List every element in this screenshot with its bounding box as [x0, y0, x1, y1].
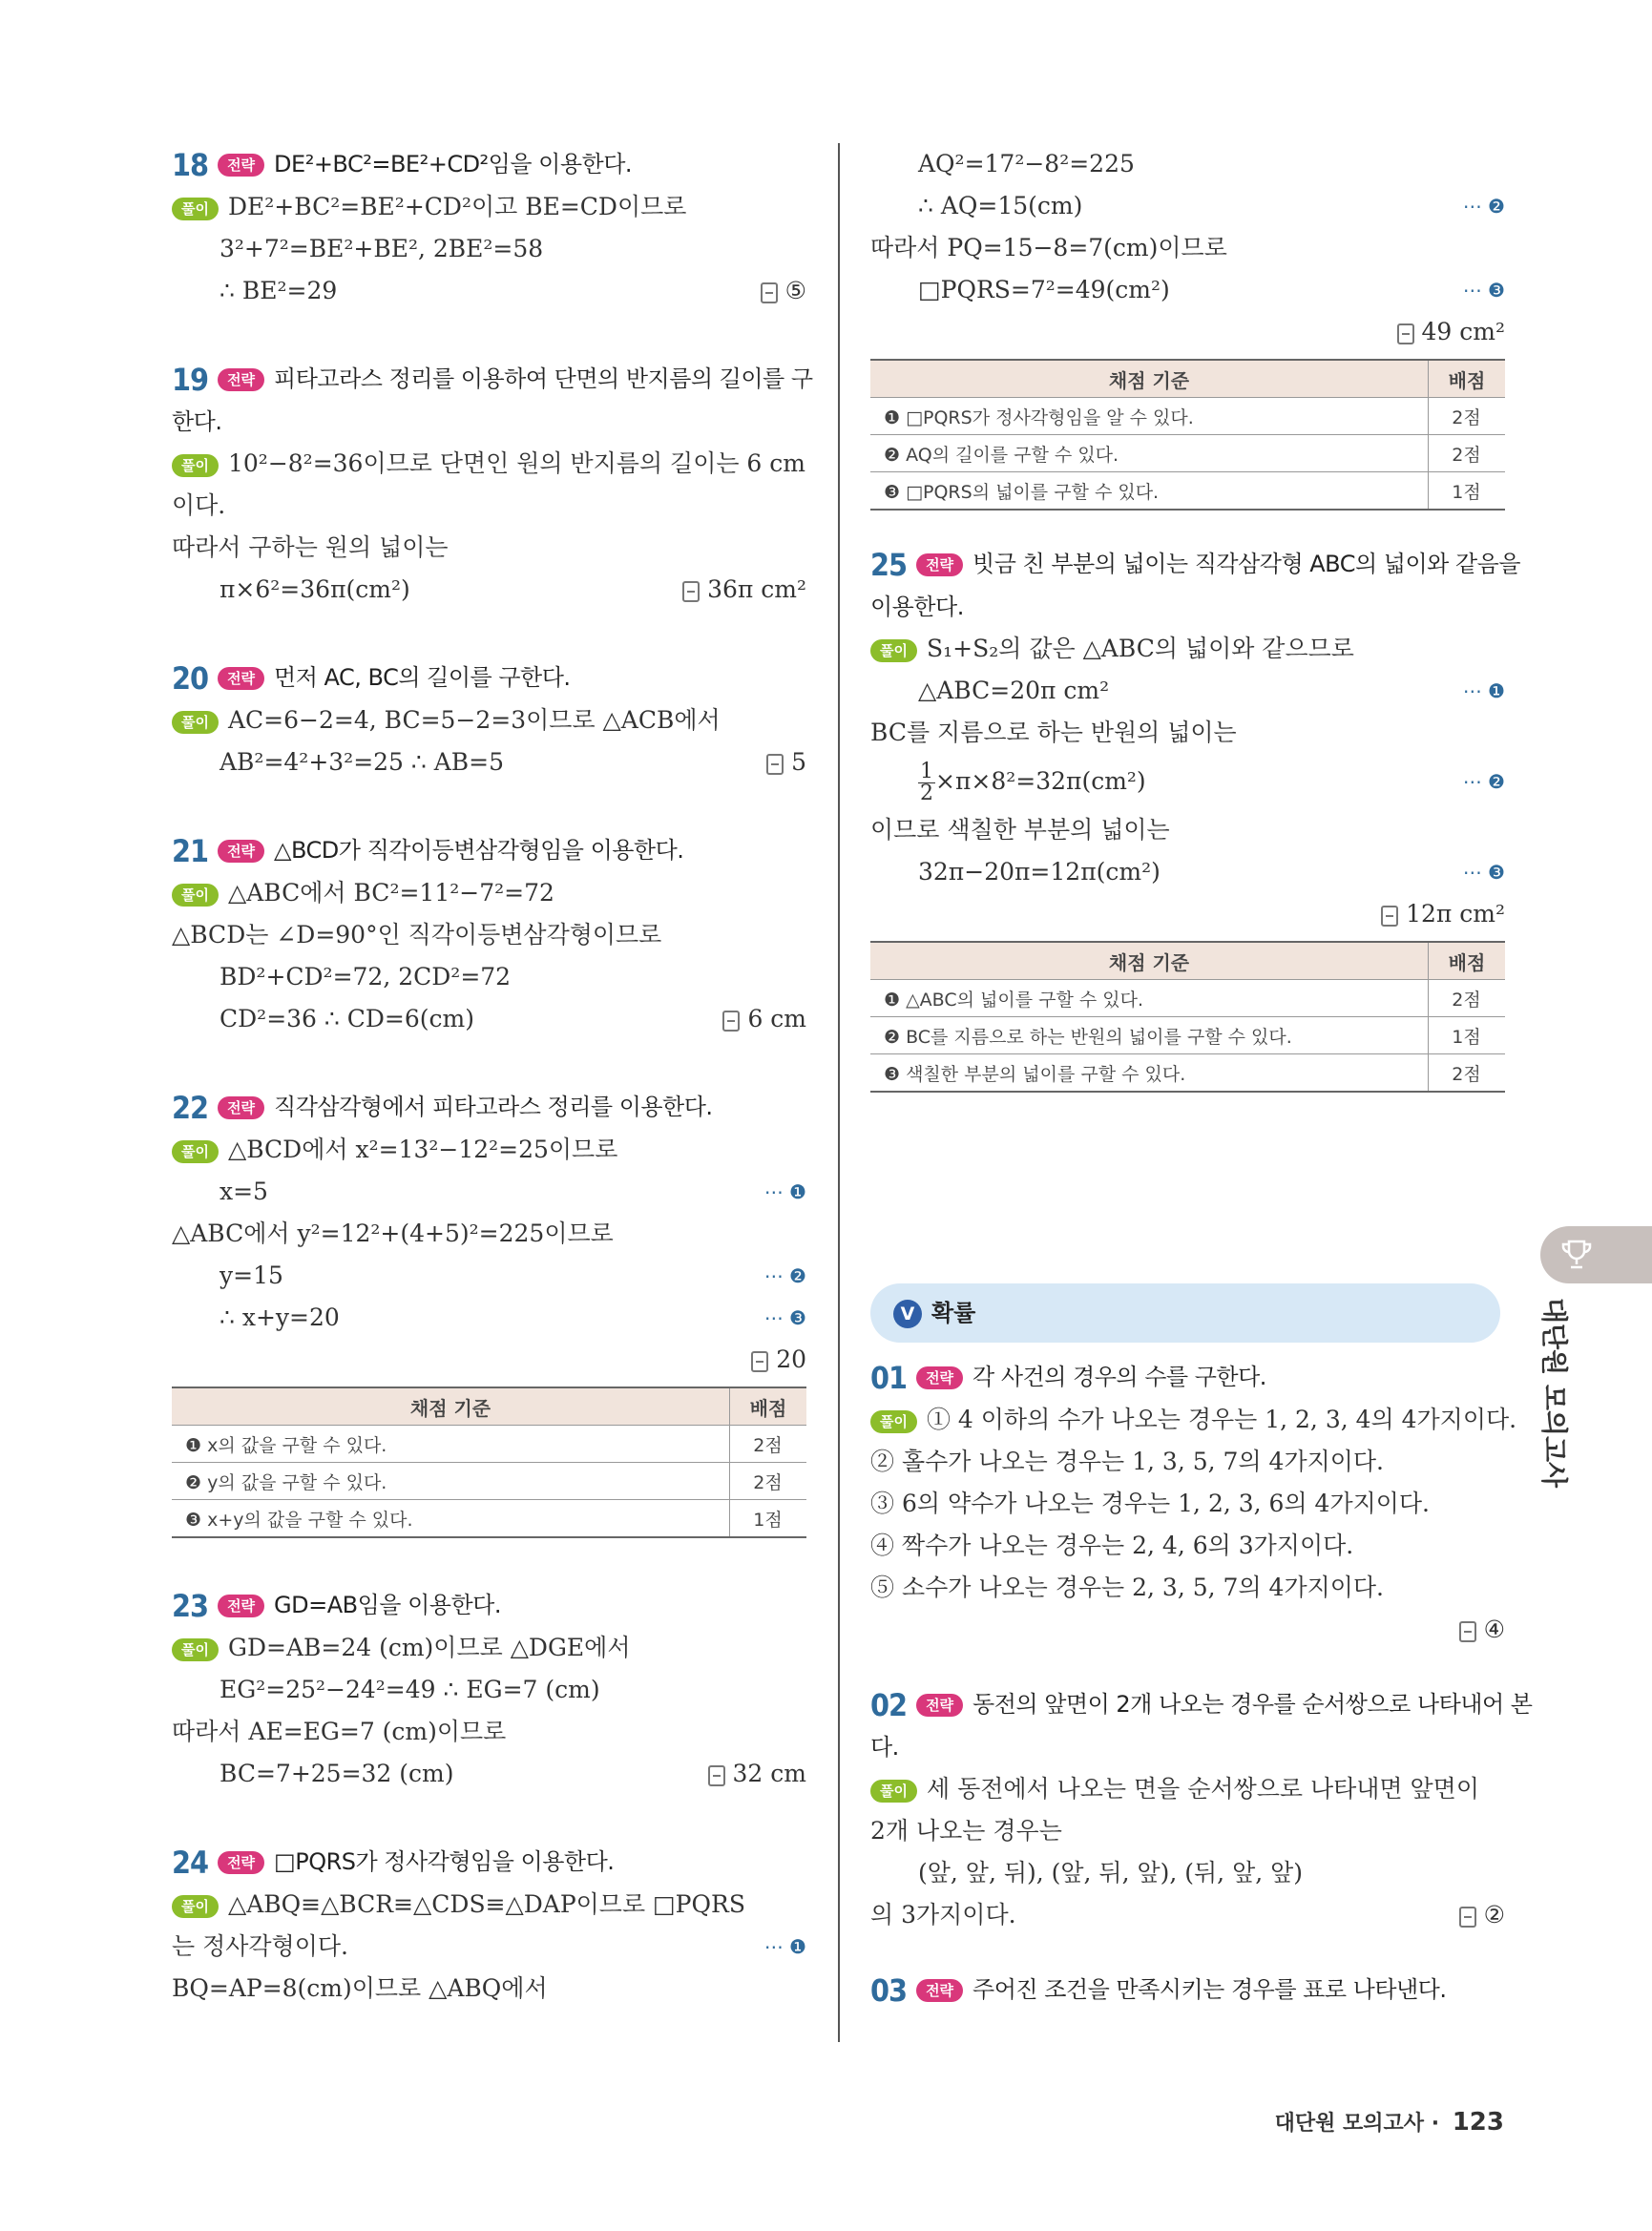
solution-text: ∴ AQ=15(cm): [918, 192, 1083, 219]
answer-value: 5: [791, 748, 806, 776]
question-number: 24: [172, 1845, 209, 1881]
solution-text: π×6²=36π(cm²): [220, 575, 410, 603]
answer-value: 12π cm²: [1406, 900, 1505, 928]
q20-line: [172, 741, 806, 783]
table-row: [870, 1017, 1505, 1054]
q24-answer-line: [870, 311, 1505, 353]
table-row: [172, 1426, 806, 1463]
section-title: 확률: [931, 1300, 976, 1326]
strategy-tag: 전략: [916, 1694, 963, 1717]
q21-strategy-line: [172, 829, 806, 872]
q19-strategy-line: [172, 358, 813, 401]
strategy-text: 직각삼각형에서 피타고라스 정리를 이용한다.: [274, 1094, 713, 1120]
grading-table: [870, 359, 1505, 511]
solution-tag: 풀이: [172, 198, 219, 220]
section-badge: V: [893, 1300, 922, 1328]
footer-separator: ·: [1431, 2112, 1440, 2136]
table-header: 배점: [1429, 360, 1506, 398]
q22-line: △ABC에서 y²=12²+(4+5)²=225이므로: [172, 1220, 614, 1247]
table-row: [870, 398, 1505, 435]
fraction-denominator: 2: [920, 782, 933, 805]
solution-text: △ABQ≡△BCR≡△CDS≡△DAP이므로 □PQRS: [227, 1890, 745, 1918]
solution-text: GD=AB=24 (cm)이므로 △DGE에서: [227, 1634, 631, 1661]
solution-text: 세 동전에서 나오는 면을 순서쌍으로 나타내면 앞면이: [926, 1775, 1479, 1803]
strategy-text: 빗금 친 부분의 넓이는 직각삼각형 ABC의 넓이와 같음을: [972, 551, 1521, 577]
answer: [1397, 311, 1506, 353]
strategy-text: 동전의 앞면이 2개 나오는 경우를 순서쌍으로 나타내어 본: [972, 1691, 1533, 1718]
solution-text: 의 3가지이다.: [870, 1901, 1016, 1929]
answer-value: 32 cm: [732, 1760, 806, 1787]
answer: [708, 1753, 806, 1795]
answer: [1459, 1609, 1505, 1651]
section-header: [870, 1283, 1500, 1343]
answer: [766, 741, 806, 783]
points: 1점: [730, 1500, 807, 1538]
strategy-tag: 전략: [218, 1096, 264, 1119]
strategy-text: 먼저 AC, BC의 길이를 구한다.: [274, 664, 571, 691]
step-marker: ⋯ ❸: [1462, 861, 1505, 884]
answer: [1381, 893, 1505, 935]
q24-line: BQ=AP=8(cm)이므로 △ABQ에서: [172, 1974, 548, 2002]
strategy-tag: 전략: [218, 154, 264, 177]
q23-strategy-line: [172, 1584, 806, 1627]
question-number: 01: [870, 1360, 908, 1396]
table-row: [172, 1463, 806, 1500]
q24-line: [870, 269, 1505, 311]
solution-text: □PQRS=7²=49(cm²): [918, 276, 1170, 303]
question-number: 22: [172, 1090, 209, 1126]
answer-icon: [708, 1765, 725, 1786]
points: 2점: [1429, 398, 1506, 435]
strategy-tag: 전략: [218, 667, 264, 690]
question-number: 20: [172, 660, 209, 697]
solution-text: ∴ BE²=29: [220, 277, 338, 304]
strategy-text: 각 사건의 경우의 수를 구한다.: [972, 1364, 1266, 1390]
q20-strategy-line: [172, 657, 806, 699]
step-marker: ⋯ ❷: [1462, 195, 1505, 218]
table-row: [172, 1500, 806, 1538]
answer-value: ④: [1483, 1616, 1505, 1643]
solution-text: ×π×8²=32π(cm²): [935, 767, 1146, 795]
q22-line: [172, 1255, 806, 1297]
step-marker: ⋯ ❷: [1462, 770, 1505, 793]
solution-text: S₁+S₂의 값은 △ABC의 넓이와 같으므로: [926, 635, 1354, 662]
points: 2점: [1429, 980, 1506, 1017]
q22-strategy-line: [172, 1086, 806, 1129]
answer-value: 49 cm²: [1421, 318, 1505, 345]
solution-text: AC=6−2=4, BC=5−2=3이므로 △ACB에서: [227, 706, 721, 734]
trophy-icon: [1558, 1236, 1596, 1274]
q24-line: [172, 1926, 806, 1968]
solution-text: x=5: [220, 1178, 268, 1205]
p02-line: [870, 1768, 1505, 1810]
strategy-text: GD=AB임을 이용한다.: [274, 1592, 501, 1618]
solution-text: 는 정사각형이다.: [172, 1932, 348, 1960]
solution-tag: 풀이: [172, 884, 219, 907]
q18-line: 3²+7²=BE²+BE², 2BE²=58: [220, 235, 544, 262]
strategy-text: 한다.: [172, 408, 222, 435]
question-number: 23: [172, 1588, 209, 1624]
q24-line: [870, 185, 1505, 227]
answer-icon: [766, 754, 784, 775]
q25-answer-line: [870, 893, 1505, 935]
q22-answer-line: [172, 1339, 806, 1381]
chapter-tab-text: 대단원 모의고사: [1538, 1298, 1570, 1489]
q25-line: [870, 670, 1505, 712]
criterion: ❷ y의 값을 구할 수 있다.: [172, 1463, 730, 1500]
answer: [682, 569, 806, 611]
p01-answer-line: [870, 1609, 1505, 1651]
q25-line: 이므로 색칠한 부분의 넓이는: [870, 816, 1170, 844]
solution-text: y=15: [220, 1261, 283, 1289]
strategy-tag: 전략: [916, 1979, 963, 2002]
criterion: ❷ BC를 지름으로 하는 반원의 넓이를 구할 수 있다.: [870, 1017, 1429, 1054]
q18-line: [172, 186, 806, 228]
question-number: 02: [870, 1687, 908, 1723]
strategy-text: △BCD가 직각이등변삼각형임을 이용한다.: [274, 837, 684, 864]
q22-line: [172, 1171, 806, 1213]
q21-line: [172, 872, 806, 914]
question-number: 25: [870, 547, 908, 583]
page-footer: [1275, 2107, 1504, 2137]
p01-line: ③ 6의 약수가 나오는 경우는 1, 2, 3, 6의 4가지이다.: [870, 1490, 1430, 1517]
q24-line: [172, 1884, 806, 1926]
q23-line: [172, 1753, 806, 1795]
answer: [751, 1339, 806, 1381]
answer-value: ②: [1483, 1901, 1505, 1929]
criterion: ❶ □PQRS가 정사각형임을 알 수 있다.: [870, 398, 1429, 435]
p01-line: ④ 짝수가 나오는 경우는 2, 4, 6의 3가지이다.: [870, 1532, 1354, 1559]
question-number: 21: [172, 833, 209, 869]
q25-line: [870, 628, 1505, 670]
strategy-tag: 전략: [218, 1595, 264, 1617]
answer-icon: [751, 1351, 768, 1372]
q18-strategy-line: [172, 143, 806, 186]
criterion: ❸ x+y의 값을 구할 수 있다.: [172, 1500, 730, 1538]
criterion: ❶ △ABC의 넓이를 구할 수 있다.: [870, 980, 1429, 1017]
solution-text: BC=7+25=32 (cm): [220, 1760, 454, 1787]
q20-line: [172, 699, 806, 741]
q25-line: [870, 754, 1505, 809]
step-marker: ⋯ ❶: [763, 1180, 806, 1203]
left-column: [172, 143, 813, 2010]
strategy-text: 다.: [870, 1734, 899, 1761]
criterion: ❷ AQ의 길이를 구할 수 있다.: [870, 435, 1429, 472]
p03-strategy-line: [870, 1969, 1505, 2012]
p01-line: [870, 1399, 1517, 1441]
step-marker: ⋯ ❷: [763, 1264, 806, 1287]
question-number: 03: [870, 1972, 908, 2009]
criterion: ❶ x의 값을 구할 수 있다.: [172, 1426, 730, 1463]
fraction-numerator: 1: [920, 760, 933, 783]
table-row: [870, 435, 1505, 472]
answer-icon: [1459, 1907, 1476, 1928]
q18-line: [172, 270, 806, 312]
q25-line: BC를 지름으로 하는 반원의 넓이는: [870, 719, 1237, 746]
solution-tag: 풀이: [172, 1895, 219, 1918]
grading-table: [172, 1387, 806, 1538]
step-marker: ⋯ ❶: [1462, 679, 1505, 702]
chapter-tab-label: [1538, 1298, 1603, 1527]
p02-strategy-line: [870, 1683, 1533, 1726]
solution-text: ① 4 이하의 수가 나오는 경우는 1, 2, 3, 4의 4가지이다.: [926, 1406, 1517, 1433]
strategy-text: 이용한다.: [870, 594, 964, 620]
p01-line: ⑤ 소수가 나오는 경우는 2, 3, 5, 7의 4가지이다.: [870, 1574, 1384, 1601]
strategy-tag: 전략: [218, 368, 264, 391]
solution-tag: 풀이: [172, 711, 219, 734]
footer-label: 대단원 모의고사: [1274, 2112, 1425, 2136]
points: 2점: [1429, 1054, 1506, 1093]
solution-tag: 풀이: [870, 639, 917, 662]
q21-line: BD²+CD²=72, 2CD²=72: [220, 963, 512, 990]
answer: [1459, 1894, 1505, 1936]
q25-line: [870, 851, 1505, 893]
answer-value: 6 cm: [747, 1005, 806, 1032]
p01-strategy-line: [870, 1356, 1505, 1399]
solution-text: CD²=36 ∴ CD=6(cm): [220, 1005, 474, 1032]
step-marker: ⋯ ❸: [1462, 279, 1505, 302]
q24-line: AQ²=17²−8²=225: [918, 150, 1135, 177]
solution-tag: 풀이: [172, 454, 219, 477]
p02-line: 2개 나오는 경우는: [870, 1817, 1062, 1845]
solution-text: AB²=4²+3²=25 ∴ AB=5: [220, 748, 505, 776]
q19-line: [172, 569, 806, 611]
table-header: 채점 기준: [870, 942, 1429, 980]
right-column: [870, 143, 1533, 2012]
answer-value: 20: [776, 1345, 806, 1373]
solution-text: △ABC에서 BC²=11²−7²=72: [227, 879, 554, 907]
points: 2점: [730, 1463, 807, 1500]
points: 1점: [1429, 472, 1506, 511]
solution-text: △BCD에서 x²=13²−12²=25이므로: [227, 1136, 618, 1163]
table-header: 배점: [1429, 942, 1506, 980]
strategy-tag: 전략: [916, 1366, 963, 1389]
solution-text: 32π−20π=12π(cm²): [918, 858, 1161, 886]
criterion: ❸ 색칠한 부분의 넓이를 구할 수 있다.: [870, 1054, 1429, 1093]
table-row: [870, 980, 1505, 1017]
step-marker: ⋯ ❶: [763, 1935, 806, 1958]
strategy-text: 주어진 조건을 만족시키는 경우를 표로 나타낸다.: [972, 1976, 1447, 2003]
answer-icon: [682, 581, 700, 602]
q24-line: 따라서 PQ=15−8=7(cm)이므로: [870, 234, 1227, 261]
strategy-text: DE²+BC²=BE²+CD²임을 이용한다.: [274, 151, 633, 177]
q22-line: [172, 1297, 806, 1339]
answer: [722, 998, 806, 1040]
solution-text: DE²+BC²=BE²+CD²이고 BE=CD이므로: [227, 193, 687, 220]
chapter-tab[interactable]: [1540, 1226, 1652, 1283]
table-row: [870, 472, 1505, 511]
p02-line: [870, 1894, 1505, 1936]
table-row: [870, 1054, 1505, 1093]
solution-tag: 풀이: [172, 1638, 219, 1661]
q24-strategy-line: [172, 1841, 806, 1884]
answer-icon: [1381, 906, 1398, 927]
points: 1점: [1429, 1017, 1506, 1054]
strategy-tag: 전략: [218, 840, 264, 863]
table-header: 배점: [730, 1387, 807, 1426]
answer: [761, 270, 806, 312]
answer-icon: [722, 1011, 740, 1032]
q25-strategy-line: [870, 543, 1521, 586]
strategy-tag: 전략: [218, 1851, 264, 1874]
answer-icon: [761, 282, 778, 303]
question-number: 19: [172, 362, 209, 398]
solution-text: 10²−8²=36이므로 단면인 원의 반지름의 길이는 6 cm: [227, 449, 805, 477]
solution-text: ∴ x+y=20: [220, 1303, 340, 1331]
q23-line: 따라서 AE=EG=7 (cm)이므로: [172, 1718, 507, 1745]
answer-icon: [1397, 323, 1414, 344]
q21-line: [172, 998, 806, 1040]
column-divider: [838, 143, 840, 2042]
fraction: [918, 761, 935, 804]
q23-line: [172, 1627, 806, 1669]
page-number: 123: [1452, 2108, 1504, 2137]
solution-text: △ABC=20π cm²: [918, 677, 1110, 704]
q19-line: [172, 443, 806, 485]
grading-table: [870, 941, 1505, 1093]
question-number: 18: [172, 147, 209, 183]
strategy-text: 피타고라스 정리를 이용하여 단면의 반지름의 길이를 구: [274, 365, 813, 392]
q22-line: [172, 1129, 806, 1171]
p01-line: ② 홀수가 나오는 경우는 1, 3, 5, 7의 4가지이다.: [870, 1448, 1384, 1475]
points: 2점: [730, 1426, 807, 1463]
q19-line: 이다.: [172, 491, 226, 519]
p02-line: (앞, 앞, 뒤), (앞, 뒤, 앞), (뒤, 앞, 앞): [918, 1859, 1304, 1887]
criterion: ❸ □PQRS의 넓이를 구할 수 있다.: [870, 472, 1429, 511]
points: 2점: [1429, 435, 1506, 472]
answer-value: ⑤: [784, 277, 806, 304]
q19-line: 따라서 구하는 원의 넓이는: [172, 533, 449, 561]
answer-value: 36π cm²: [707, 575, 806, 603]
table-header: 채점 기준: [870, 360, 1429, 398]
step-marker: ⋯ ❸: [763, 1306, 806, 1329]
solution-tag: 풀이: [172, 1140, 219, 1163]
strategy-text: □PQRS가 정사각형임을 이용한다.: [274, 1848, 615, 1875]
solution-tag: 풀이: [870, 1410, 917, 1433]
q23-line: EG²=25²−24²=49 ∴ EG=7 (cm): [220, 1676, 600, 1703]
answer-icon: [1459, 1621, 1476, 1642]
solution-tag: 풀이: [870, 1780, 917, 1803]
strategy-tag: 전략: [916, 553, 963, 576]
table-header: 채점 기준: [172, 1387, 730, 1426]
q21-line: △BCD는 ∠D=90°인 직각이등변삼각형이므로: [172, 921, 662, 949]
